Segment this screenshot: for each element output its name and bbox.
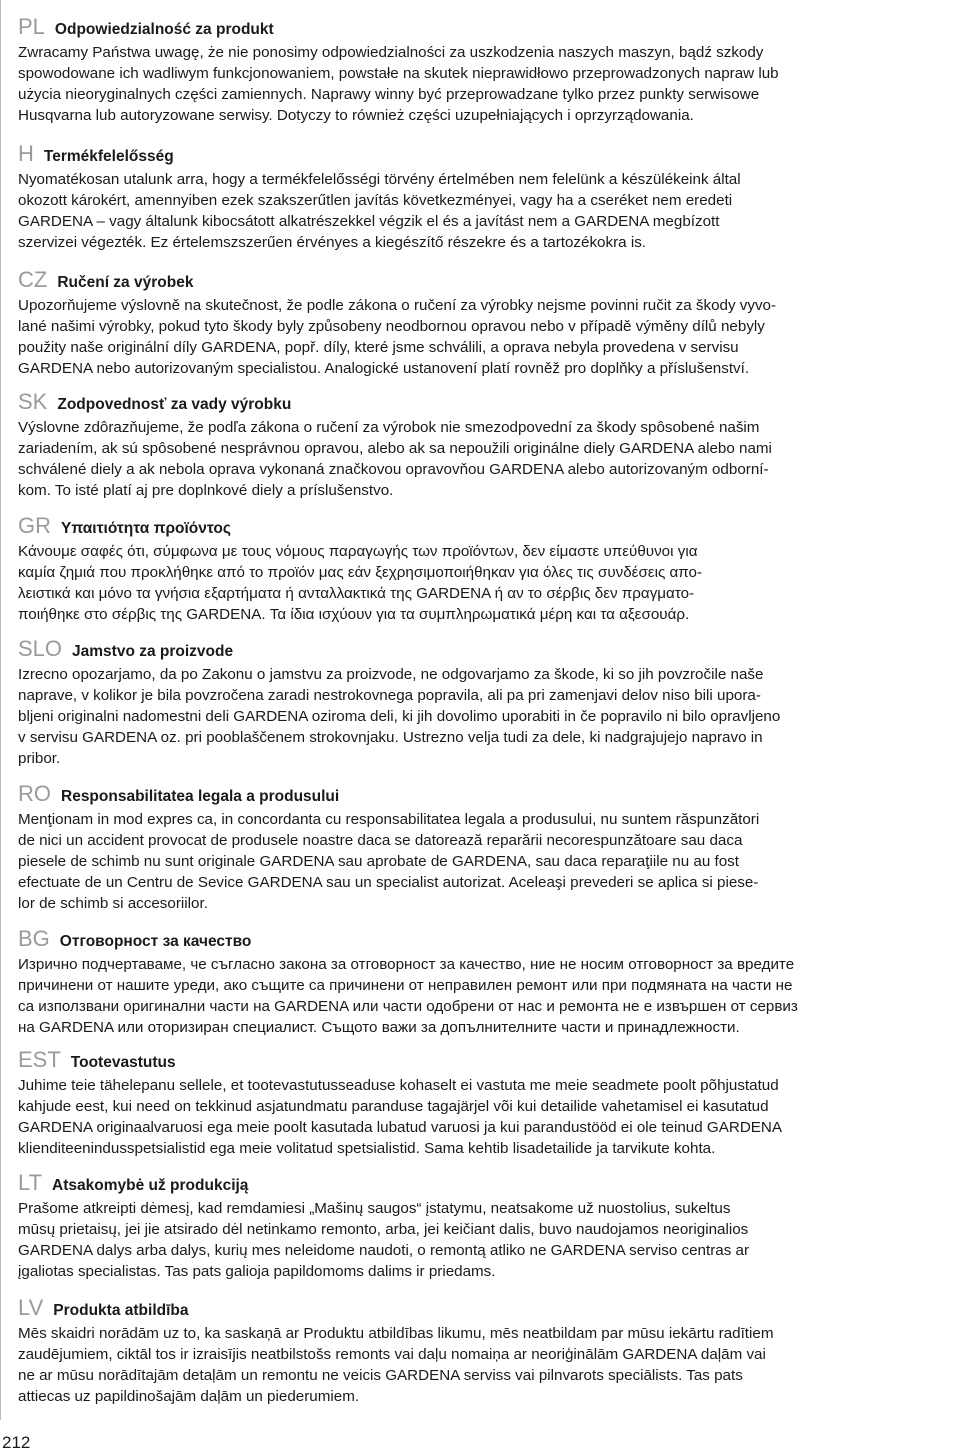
body-text-line: ne ar mūsu norādītajām detaļām un remontu ne veicis GARDENA serviss vai pilnvarots speciālists. Tas pats <box>18 1367 743 1384</box>
section-heading <box>18 389 940 417</box>
section-lt <box>18 1170 940 1282</box>
section-ro <box>18 781 940 914</box>
section-heading <box>18 141 940 169</box>
body-text-line: Husqvarna lub autoryzowane serwisy. Dotyczy to również części uzupełniających i oprzyrządowania. <box>18 107 694 124</box>
section-heading <box>18 513 940 541</box>
section-title: Tootevastutus <box>70 1054 176 1071</box>
section-cz <box>18 267 940 379</box>
body-text-line: на GARDENA или оторизиран специалист. Същото важи за допълнителните части и принадлежности. <box>18 1019 740 1036</box>
language-code: SLO <box>18 636 63 661</box>
language-code: GR <box>18 513 51 538</box>
body-text-line: Izrecno opozarjamo, da po Zakonu o jamstvu za proizvode, ne odgovarjamo za škode, ki so jih povzročile naše <box>18 666 764 683</box>
section-title: Responsabilitatea legala a produsului <box>61 788 340 805</box>
page-number: 212 <box>2 1433 31 1452</box>
body-text-line: użycia nieoryginalnych części zamiennych. Naprawy winny być przeprowadzane tylko przez punkty serwisowe <box>18 86 760 103</box>
section-h <box>18 141 940 253</box>
body-text-line: Menţionam in mod expres ca, in concordanta cu responsabilitatea legala a produsului, nu suntem răspunzători <box>18 811 760 828</box>
section-sk <box>18 389 940 501</box>
section-bg <box>18 926 940 1038</box>
section-title: Jamstvo za proizvode <box>72 643 234 660</box>
section-title: Produkta atbildība <box>53 1302 189 1319</box>
body-text-line: použity naše originální díly GARDENA, popř. díly, které jsme schválili, a oprava nebyla provedena v servisu <box>18 339 739 356</box>
section-title: Отговорност за качество <box>59 933 252 950</box>
left-margin-rule <box>0 0 1 1420</box>
body-text-line: okozott károkért, amennyiben ezek szakszerűtlen javítás következményei, vagy ha a cseréket nem eredeti <box>18 192 733 209</box>
section-est <box>18 1047 940 1159</box>
body-text-line: Zwracamy Państwa uwagę, że nie ponosimy odpowiedzialności za uszkodzenia naszych maszyn, bądź szkody <box>18 44 764 61</box>
section-heading <box>18 1047 940 1075</box>
body-text-line: piesele de schimb nu sunt originale GARDENA sau aprobate de GARDENA, sau daca reparaţiile nu au fost <box>18 853 739 870</box>
body-text-line: pribor. <box>18 750 61 767</box>
body-text-line: Κάνουμε σαφές ότι, σύμφωνα με τους νόμους παραγωγής των προϊόντων, δεν είμαστε υπεύθυνοι για <box>18 543 698 560</box>
language-code: CZ <box>18 267 48 292</box>
body-text-line: spowodowane ich wadliwym funkcjonowaniem, powstałe na skutek nieprawidłowo przeprowadzonych napraw lub <box>18 65 779 82</box>
body-text-line: GARDENA originaalvaruosi ega meie poolt kasutada lubatud varuosi ja kui parandustööd ei ole teinud GARDENA <box>18 1119 783 1136</box>
body-text-line: szervizei végezték. Ez értelemszszerűen érvényes a kiegészítő részekre és a tartozékokra is. <box>18 234 647 251</box>
body-text-line: са използвани оригинални части на GARDENA или части одобрени от нас и ремонта не е извършен от сервиз <box>18 998 798 1015</box>
body-text-line: GARDENA nebo autorizovaným specialistou. Analogické ustanovení platí rovněž pro doplňky a příslušenství. <box>18 360 750 377</box>
body-text-line: zariadením, ak sú spôsobené nesprávnou opravou, alebo ak sa nepoužili originálne diely GARDENA alebo nami <box>18 440 772 457</box>
section-title: Υπαιτιότητα προϊόντος <box>61 520 231 537</box>
section-heading <box>18 1295 940 1323</box>
section-gr <box>18 513 940 625</box>
language-code: LT <box>18 1170 43 1195</box>
body-text-line: Mēs skaidri norādām uz to, ka saskaņā ar Produktu atbildības likumu, mēs neatbildam par mūsu iekārtu radītiem <box>18 1325 774 1342</box>
section-heading <box>18 267 940 295</box>
body-text-line: įgaliotas specialistas. Tas pats galioja papildomoms dalims ir priedams. <box>18 1263 496 1280</box>
body-text-line: bljeni originalni nadomestni deli GARDENA oziroma deli, ki jih dovolimo uporabiti in če popravilo ni bilo opravljeno <box>18 708 781 725</box>
language-code: BG <box>18 926 50 951</box>
body-text-line: kahjude eest, kui need on tekkinud asjatundmatu paranduse tagajärjel või kui detailide vahetamisel ei kasutatud <box>18 1098 769 1115</box>
body-text-line: Výslovne zdôrazňujeme, že podľa zákona o ručení za výrobok nie smezodpovední za škody spôsobené našim <box>18 419 760 436</box>
language-code: PL <box>18 14 45 39</box>
body-text-line: efectuate de un Centru de Sevice GARDENA sau un specialist autorizat. Aceleaşi prevederi se aplica si piese- <box>18 874 759 891</box>
body-text-line: kom. To isté platí aj pre doplnkové diely a príslušenstvo. <box>18 482 394 499</box>
body-text-line: zaudējumiem, ciktāl tos ir izraisījis neatbilstošs remonts vai daļu nomaiņa ar neoriģinālām GARDENA daļām vai <box>18 1346 766 1363</box>
section-pl <box>18 14 940 126</box>
body-text-line: Juhime teie tähelepanu sellele, et tootevastutusseaduse kohaselt ei vastuta me meie seadmete poolt põhjustatud <box>18 1077 779 1094</box>
language-code: H <box>18 141 34 166</box>
body-text-line: de nici un accident provocat de produsele noastre daca se datorează reparării necorespunzătoare sau daca <box>18 832 743 849</box>
section-heading <box>18 926 940 954</box>
section-heading <box>18 636 940 664</box>
section-title: Ručení za výrobek <box>57 274 194 291</box>
section-heading <box>18 14 940 42</box>
body-text-line: Prašome atkreipti dėmesį, kad remdamiesi „Mašinų saugos“ įstatymu, neatsakome už nuostolius, sukeltus <box>18 1200 731 1217</box>
section-heading <box>18 1170 940 1198</box>
language-code: RO <box>18 781 51 806</box>
body-text-line: mūsų prietaisų, jei jie atsirado dėl netinkamo remonto, arba, jei keičiant dalis, buvo naudojamos neoriginalios <box>18 1221 749 1238</box>
body-text-line: attiecas uz papildinošajām daļām un piederumiem. <box>18 1388 360 1405</box>
body-text-line: ποιήθηκε στο σέρβις της GARDENA. Τα ίδια ισχύουν για τα συμπληρωματικά μέρη και τα αξεσουάρ. <box>18 606 690 623</box>
language-code: LV <box>18 1295 44 1320</box>
body-text-line: καμία ζημιά που προκλήθηκε από το προϊόν μας εάν ξεχρησιμοποιήθηκαν για όλες τις συνδέσεις απο- <box>18 564 703 581</box>
body-text-line: GARDENA – vagy általunk kibocsátott alkatrészekkel végzik el és a javítást nem a GARDENA megbízott <box>18 213 720 230</box>
body-text-line: naprave, v kolikor je bila povzročena zaradi nestrokovnega popravila, ali pa pri zamenjavi delov niso bili upora- <box>18 687 761 704</box>
body-text-line: schválené diely a ak nebola oprava vykonaná značkovou opravovňou GARDENA alebo autorizovaným odborní- <box>18 461 769 478</box>
section-slo <box>18 636 940 769</box>
language-code: SK <box>18 389 48 414</box>
section-title: Odpowiedzialność za produkt <box>54 21 274 38</box>
body-text-line: klienditeenindusspetsialistid ega meie volitatud spetsialistid. Sama kehtib lisadetailide ja tarvikute kohta. <box>18 1140 716 1157</box>
body-text-line: Изрично подчертаваме, че съгласно закона за отговорност за качество, ние не носим отговорност за вредите <box>18 956 795 973</box>
section-title: Termékfelelősség <box>43 148 174 165</box>
body-text-line: lané našimi výrobky, pokud tyto škody byly způsobeny neodbornou opravou nebo v případě výměny dílů nebyly <box>18 318 765 335</box>
section-title: Zodpovednosť za vady výrobku <box>57 396 292 413</box>
body-text-line: Nyomatékosan utalunk arra, hogy a termékfelelősségi törvény értelmében nem felelünk a készülékeink által <box>18 171 741 188</box>
body-text-line: GARDENA dalys arba dalys, kurių mes neleidome naudoti, o remontą atliko ne GARDENA serviso centras ar <box>18 1242 750 1259</box>
body-text-line: lor de schimb si accesoriilor. <box>18 895 208 912</box>
section-heading <box>18 781 940 809</box>
section-lv <box>18 1295 940 1407</box>
body-text-line: Upozorňujeme výslovně na skutečnost, že podle zákona o ručení za výrobky nejsme povinni ručit za škody vyvo- <box>18 297 777 314</box>
language-code: EST <box>18 1047 61 1072</box>
section-title: Atsakomybė už produkciją <box>52 1177 249 1194</box>
body-text-line: причинени от нашите уреди, ако същите са причинени от неправилен ремонт или при подмяната на части не <box>18 977 793 994</box>
body-text-line: λειστικά και μόνο τα γνήσια εξαρτήματα ή ανταλλακτικά της GARDENA ή αν το σέρβις δεν πραγματο- <box>18 585 695 602</box>
body-text-line: v servisu GARDENA oz. pri pooblaščenem strokovnjaku. Ustrezno velja tudi za dele, ki nadgrajujejo napravo in <box>18 729 763 746</box>
